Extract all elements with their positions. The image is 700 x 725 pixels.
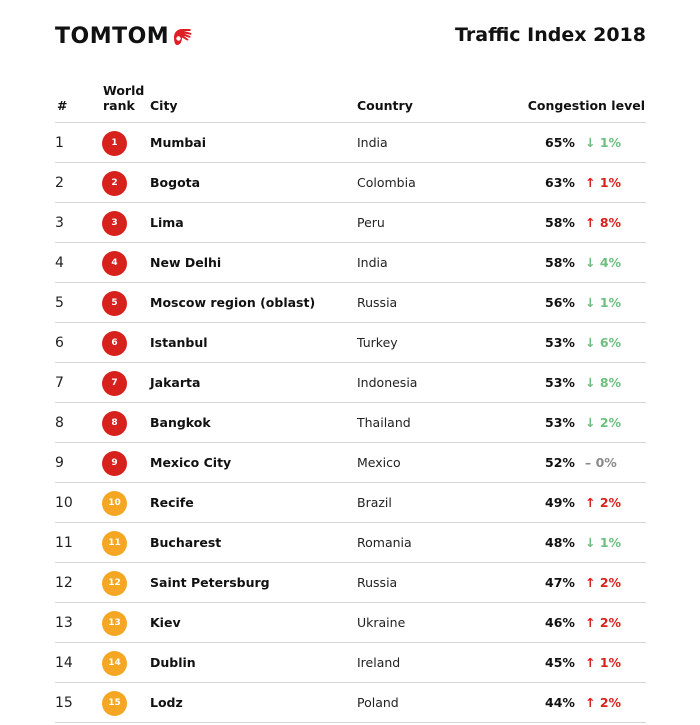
table-row: [55, 443, 646, 483]
world-rank-badge: 4: [102, 251, 127, 276]
table-header: [55, 83, 646, 123]
tomtom-logo: [55, 24, 193, 49]
row-number: 10: [55, 495, 73, 511]
country-name: Russia: [357, 295, 398, 310]
table-row: [55, 163, 646, 203]
country-name: Ireland: [357, 655, 401, 670]
row-number: 3: [55, 215, 64, 231]
table-row: [55, 243, 646, 283]
row-number: 11: [55, 535, 73, 551]
world-rank-badge: 11: [102, 531, 127, 556]
congestion-level: 46%: [545, 615, 575, 630]
city-name: Lima: [150, 215, 184, 230]
row-number: 1: [55, 135, 64, 151]
logo-text: TOMTOM: [55, 24, 170, 49]
congestion-level: 49%: [545, 495, 575, 510]
congestion-level: 53%: [545, 415, 575, 430]
congestion-change: ↑ 8%: [585, 215, 622, 230]
congestion-change: ↑ 2%: [585, 615, 622, 630]
city-name: Lodz: [150, 695, 183, 710]
table-row: [55, 643, 646, 683]
row-number: 12: [55, 575, 73, 591]
congestion-change: ↓ 8%: [585, 375, 622, 390]
table-row: [55, 363, 646, 403]
column-header-city: City: [150, 98, 178, 113]
table-row: [55, 203, 646, 243]
congestion-level: 52%: [545, 455, 575, 470]
country-name: Colombia: [357, 175, 416, 190]
congestion-level: 53%: [545, 375, 575, 390]
row-number: 6: [55, 335, 64, 351]
congestion-level: 44%: [545, 695, 575, 710]
country-name: Ukraine: [357, 615, 406, 630]
row-number: 14: [55, 655, 73, 671]
country-name: Romania: [357, 535, 412, 550]
world-rank-badge: 2: [102, 171, 127, 196]
row-number: 15: [55, 695, 73, 711]
table-row: [55, 683, 646, 723]
city-name: Mumbai: [150, 135, 207, 150]
city-name: Mexico City: [150, 455, 232, 470]
table-body: [55, 123, 646, 723]
column-header-country: Country: [357, 98, 413, 113]
table-row: [55, 483, 646, 523]
congestion-level: 58%: [545, 255, 575, 270]
table-row: [55, 403, 646, 443]
world-rank-badge: 13: [102, 611, 127, 636]
column-header-world-rank: [103, 83, 153, 113]
country-name: Thailand: [357, 415, 411, 430]
congestion-level: 48%: [545, 535, 575, 550]
country-name: Brazil: [357, 495, 392, 510]
table-row: [55, 523, 646, 563]
congestion-change: ↓ 2%: [585, 415, 622, 430]
row-number: 2: [55, 175, 64, 191]
congestion-level: 63%: [545, 175, 575, 190]
tomtom-hand-icon: [171, 26, 193, 48]
world-rank-line-2: rank: [103, 98, 135, 113]
city-name: Dublin: [150, 655, 196, 670]
world-rank-badge: 6: [102, 331, 127, 356]
congestion-change: ↓ 1%: [585, 535, 622, 550]
congestion-level: 58%: [545, 215, 575, 230]
city-name: Jakarta: [150, 375, 201, 390]
world-rank-badge: 5: [102, 291, 127, 316]
row-number: 9: [55, 455, 64, 471]
congestion-change: ↑ 2%: [585, 495, 622, 510]
row-number: 5: [55, 295, 64, 311]
country-name: India: [357, 255, 388, 270]
table-row: [55, 283, 646, 323]
city-name: Bucharest: [150, 535, 222, 550]
row-number: 7: [55, 375, 64, 391]
city-name: New Delhi: [150, 255, 222, 270]
world-rank-badge: 15: [102, 691, 127, 716]
table-row: [55, 123, 646, 163]
row-number: 13: [55, 615, 73, 631]
congestion-change: ↑ 1%: [585, 175, 622, 190]
congestion-change: ↓ 1%: [585, 295, 622, 310]
congestion-level: 56%: [545, 295, 575, 310]
world-rank-badge: 8: [102, 411, 127, 436]
table-row: [55, 323, 646, 363]
table-row: [55, 603, 646, 643]
row-number: 4: [55, 255, 64, 271]
city-name: Kiev: [150, 615, 181, 630]
page-title: Traffic Index 2018: [455, 24, 646, 46]
congestion-change: – 0%: [585, 455, 617, 470]
congestion-level: 45%: [545, 655, 575, 670]
city-name: Bogota: [150, 175, 201, 190]
country-name: Russia: [357, 575, 398, 590]
congestion-change: ↑ 1%: [585, 655, 622, 670]
city-name: Bangkok: [150, 415, 211, 430]
city-name: Recife: [150, 495, 194, 510]
world-rank-badge: 10: [102, 491, 127, 516]
congestion-level: 65%: [545, 135, 575, 150]
table-row: [55, 563, 646, 603]
column-header-number: #: [57, 98, 68, 113]
congestion-change: ↓ 6%: [585, 335, 622, 350]
country-name: Indonesia: [357, 375, 418, 390]
world-rank-badge: 12: [102, 571, 127, 596]
row-number: 8: [55, 415, 64, 431]
country-name: Poland: [357, 695, 399, 710]
column-header-congestion-level: Congestion level: [527, 98, 645, 113]
world-rank-badge: 9: [102, 451, 127, 476]
city-name: Saint Petersburg: [150, 575, 270, 590]
congestion-change: ↓ 1%: [585, 135, 622, 150]
city-name: Istanbul: [150, 335, 208, 350]
country-name: India: [357, 135, 388, 150]
world-rank-badge: 7: [102, 371, 127, 396]
world-rank-line-1: World: [103, 83, 145, 98]
country-name: Mexico: [357, 455, 401, 470]
world-rank-badge: 14: [102, 651, 127, 676]
congestion-table: [55, 83, 646, 723]
country-name: Peru: [357, 215, 385, 230]
congestion-change: ↑ 2%: [585, 695, 622, 710]
country-name: Turkey: [357, 335, 398, 350]
city-name: Moscow region (oblast): [150, 295, 316, 310]
page-header: [55, 22, 646, 52]
world-rank-badge: 1: [102, 131, 127, 156]
congestion-change: ↑ 2%: [585, 575, 622, 590]
congestion-level: 53%: [545, 335, 575, 350]
congestion-level: 47%: [545, 575, 575, 590]
congestion-change: ↓ 4%: [585, 255, 622, 270]
world-rank-badge: 3: [102, 211, 127, 236]
